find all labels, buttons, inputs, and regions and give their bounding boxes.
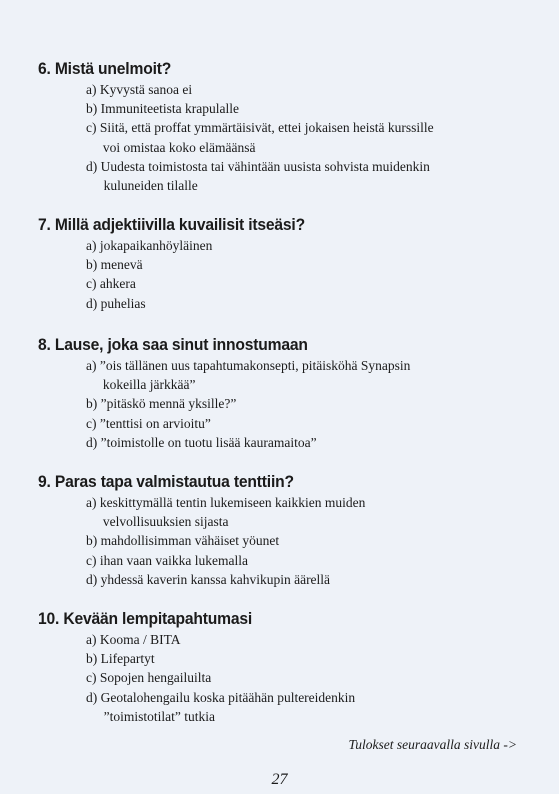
option-c: c) Sopojen hengailuilta (86, 670, 212, 686)
option-list (38, 356, 506, 452)
option-b: b) Immuniteetista krapulalle (86, 101, 239, 117)
option-list (38, 80, 506, 195)
option-b: b) mahdollisimman vähäiset yöunet (86, 533, 280, 549)
option-c: c) ”tenttisi on arvioitu” (86, 415, 211, 431)
option-c: c) ihan vaan vaikka lukemalla (86, 552, 248, 568)
option-b: b) ”pitäskö mennä yksille?” (86, 396, 237, 412)
question-10 (38, 608, 506, 726)
option-c: c) ahkera (86, 276, 136, 292)
option-c: c) Siitä, että proffat ymmärtäisivät, ettei jokaisen heistä kurssille voi omistaa koko elämäänsä (86, 120, 434, 155)
question-title: 6. Mistä unelmoit? (38, 59, 172, 78)
option-a: a) jokapaikanhöyläinen (86, 238, 213, 253)
option-list (38, 630, 506, 726)
results-next-page-note: Tulokset seuraavalla sivulla -> (348, 737, 517, 752)
page-number: 27 (271, 771, 288, 788)
question-title: 9. Paras tapa valmistautua tenttiin? (38, 472, 294, 491)
option-a: a) Kooma / BITA (86, 632, 181, 647)
option-b: b) menevä (86, 257, 143, 273)
option-a: a) keskittymällä tentin lukemiseen kaikkien muiden velvollisuuksien sijasta (86, 495, 366, 530)
option-d: d) Uudesta toimistosta tai vähintään uusista sohvista muidenkin kuluneiden tilalle (86, 158, 430, 194)
option-a: a) Kyvystä sanoa ei (86, 82, 193, 97)
question-title: 10. Kevään lempitapahtumasi (38, 609, 253, 628)
question-title: 7. Millä adjektiivilla kuvailisit itseäsi? (38, 215, 305, 234)
option-d: d) puhelias (86, 295, 146, 311)
option-a: a) ”ois tällänen uus tapahtumakonsepti, pitäisköhä Synapsin kokeilla järkkää” (86, 358, 411, 393)
question-title: 8. Lause, joka saa sinut innostumaan (38, 335, 308, 354)
question-6 (38, 58, 506, 195)
question-8 (38, 334, 506, 452)
option-d: d) ”toimistolle on tuotu lisää kauramaitoa” (86, 434, 317, 450)
question-7 (38, 214, 506, 313)
question-9 (38, 471, 506, 589)
option-list (38, 236, 506, 313)
option-list (38, 493, 506, 589)
option-b: b) Lifepartyt (86, 651, 155, 667)
option-d: d) yhdessä kaverin kanssa kahvikupin äärellä (86, 571, 331, 587)
option-d: d) Geotalohengailu koska pitäähän pultereidenkin ”toimistotilat” tutkia (86, 689, 356, 724)
